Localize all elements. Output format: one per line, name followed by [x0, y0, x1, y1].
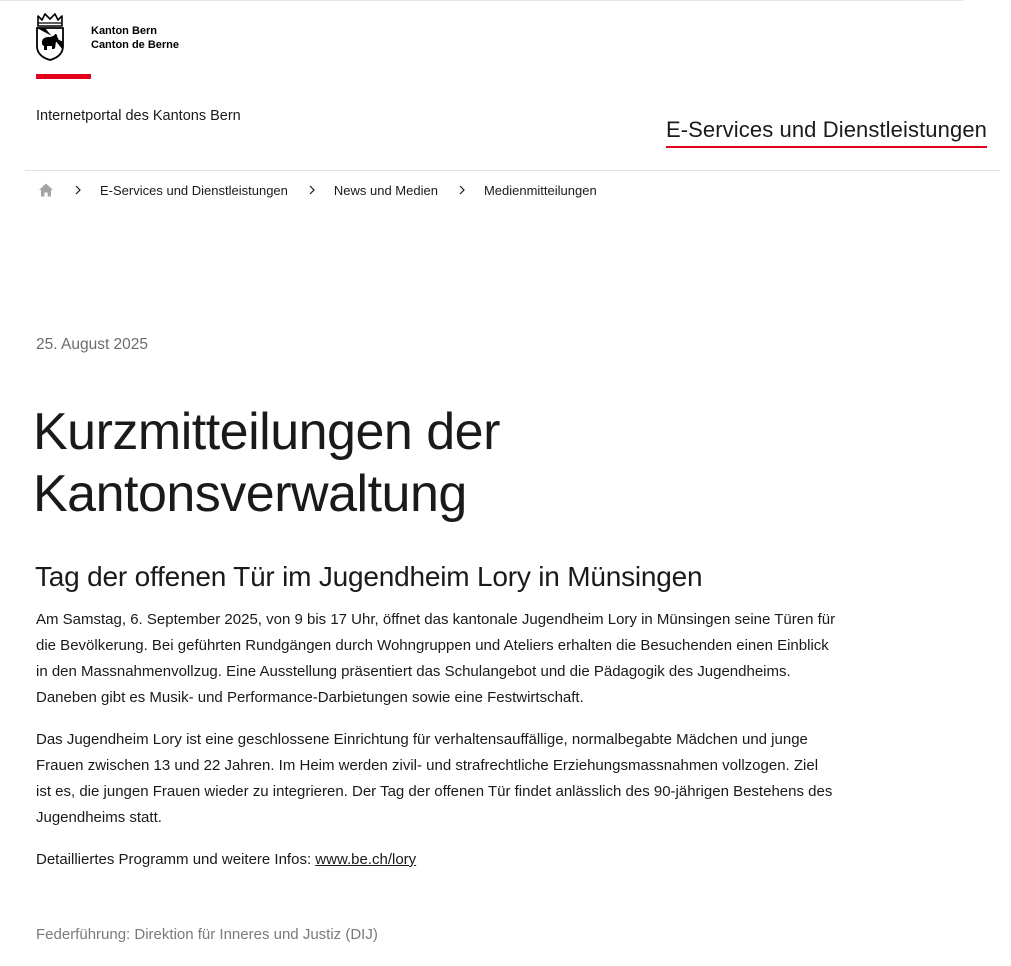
canton-logo-link[interactable]: [35, 12, 179, 62]
lory-info-link[interactable]: www.be.ch/lory: [315, 851, 417, 868]
breadcrumb-home-link[interactable]: [38, 182, 54, 198]
chevron-right-icon: [74, 185, 82, 195]
chevron-right-icon: [458, 185, 466, 195]
portal-title: Internetportal des Kantons Bern: [36, 108, 241, 124]
logo-wordmark: [91, 24, 179, 52]
publication-date: 25. August 2025: [36, 336, 149, 353]
breadcrumb-item-medienmitteilungen[interactable]: Medienmitteilungen: [483, 182, 597, 198]
page-title-line2: Kantonsverwaltung: [33, 465, 467, 523]
logo-accent-bar: [36, 74, 91, 79]
breadcrumb-item-news-medien[interactable]: News und Medien: [333, 182, 438, 198]
article-paragraph-1: Am Samstag, 6. September 2025, von 9 bis 17 Uhr, öffnet das kantonale Jugendheim Lory in Münsingen seine Türen für die Bevölkerung. Bei geführten Rundgängen durch Wohngruppen und Ateliers erhalten die Besuchenden einen Einblick in den Massnahmenvollzug. Eine Ausstellung präsentiert das Schulangebot und die Pädagogik des Jugendheims. Daneben gibt es Musik- und Performance-Darbietungen sowie eine Festwirtschaft.: [36, 611, 836, 706]
program-info-label: Detailliertes Programm und weitere Infos:: [36, 851, 316, 868]
article-paragraph-3: [36, 847, 836, 873]
chevron-right-icon: [308, 185, 316, 195]
breadcrumb-item-e-services[interactable]: E-Services und Dienstleistungen: [100, 182, 288, 198]
bern-crest-icon: [35, 12, 65, 62]
responsibility-note: Federführung: Direktion für Inneres und Justiz (DIJ): [36, 926, 378, 943]
article-title: Tag der offenen Tür im Jugendheim Lory in Münsingen: [35, 561, 703, 592]
logo-line-french: Canton de Berne: [91, 39, 180, 51]
home-icon: [38, 182, 54, 198]
header-divider: [25, 170, 1000, 171]
logo-line-german: Kanton Bern: [91, 25, 157, 37]
article-paragraph-2: Das Jugendheim Lory ist eine geschlossene Einrichtung für verhaltensauffällige, normalbegabte Mädchen und junge Frauen zwischen 13 und 22 Jahren. Im Heim werden zivil- und strafrechtliche Erziehungsmassnahmen vollzogen. Ziel ist es, die jungen Frauen wieder zu integrieren. Der Tag der offenen Tür findet anlässlich des 90-jährigen Bestehens des Jugendheims statt.: [36, 731, 833, 826]
breadcrumb: [38, 182, 597, 198]
section-nav-e-services[interactable]: E-Services und Dienstleistungen: [666, 117, 987, 148]
page-title-line1: Kurzmitteilungen der: [33, 403, 500, 461]
page-title: [33, 401, 733, 525]
top-divider: [0, 0, 963, 1]
